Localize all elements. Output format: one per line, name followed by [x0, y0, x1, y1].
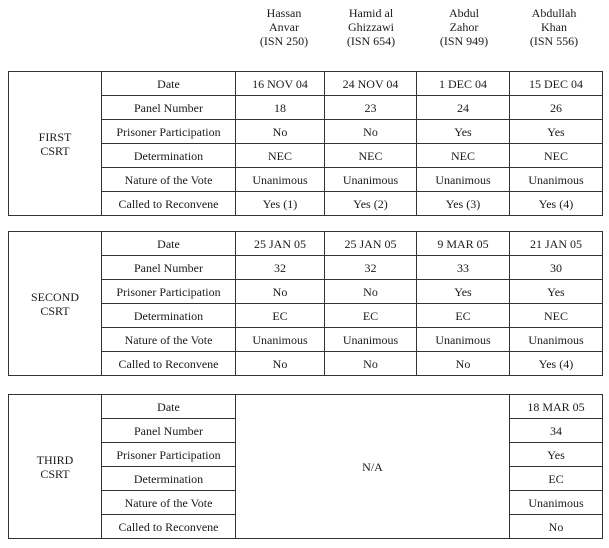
table-cell: NEC	[236, 144, 325, 168]
table-cell: 34	[510, 419, 603, 443]
detainee-isn: (ISN 949)	[439, 34, 489, 48]
table-cell: Yes	[510, 443, 603, 467]
detainee-name-line1: Abdul	[449, 6, 479, 20]
table-cell: Yes (2)	[325, 192, 417, 216]
table-cell: NEC	[417, 144, 510, 168]
table-cell: 18	[236, 96, 325, 120]
detainee-name-line2: Anvar	[269, 20, 299, 34]
table-cell: Yes (3)	[417, 192, 510, 216]
table-cell: 33	[417, 256, 510, 280]
row-label: Date	[102, 395, 236, 419]
first-csrt-table	[8, 71, 603, 216]
table-cell: NEC	[510, 144, 603, 168]
table-cell: Yes	[417, 120, 510, 144]
table-cell: No	[325, 352, 417, 376]
table-cell: 1 DEC 04	[417, 72, 510, 96]
csrt-label-line2: CSRT	[40, 303, 70, 318]
table-cell: No	[236, 120, 325, 144]
table-cell: No	[236, 352, 325, 376]
header-detainee-1	[238, 6, 330, 48]
table-cell: Unanimous	[325, 328, 417, 352]
table-cell: Unanimous	[510, 491, 603, 515]
table-cell: 24 NOV 04	[325, 72, 417, 96]
header-detainee-2	[325, 6, 417, 48]
csrt-label-line2: CSRT	[40, 466, 70, 481]
table-cell: Yes	[510, 280, 603, 304]
csrt-label	[9, 232, 102, 376]
table-cell: 21 JAN 05	[510, 232, 603, 256]
row-label: Prisoner Participation	[102, 280, 236, 304]
csrt-label	[9, 72, 102, 216]
table-cell: Yes (4)	[510, 352, 603, 376]
table-cell: Yes	[417, 280, 510, 304]
table-cell: NEC	[325, 144, 417, 168]
third-csrt-table	[8, 394, 603, 539]
row-label: Determination	[102, 144, 236, 168]
table-cell: 25 JAN 05	[325, 232, 417, 256]
table-cell: 32	[236, 256, 325, 280]
table-row	[9, 72, 603, 96]
header-detainee-4	[508, 6, 600, 48]
row-label: Nature of the Vote	[102, 328, 236, 352]
header-detainee-3	[418, 6, 510, 48]
row-label: Determination	[102, 467, 236, 491]
not-applicable-cell: N/A	[236, 395, 510, 539]
csrt-label-line1: FIRST	[38, 129, 72, 144]
csrt-label-line1: THIRD	[36, 452, 74, 467]
row-label: Called to Reconvene	[102, 192, 236, 216]
row-label: Called to Reconvene	[102, 515, 236, 539]
row-label: Called to Reconvene	[102, 352, 236, 376]
table-cell: Yes (1)	[236, 192, 325, 216]
row-label: Panel Number	[102, 419, 236, 443]
table-cell: No	[417, 352, 510, 376]
table-cell: No	[325, 280, 417, 304]
table-cell: Unanimous	[236, 168, 325, 192]
table-cell: 23	[325, 96, 417, 120]
table-row	[9, 232, 603, 256]
table-cell: Yes	[510, 120, 603, 144]
table-cell: EC	[510, 467, 603, 491]
table-cell: Unanimous	[510, 168, 603, 192]
row-label: Prisoner Participation	[102, 120, 236, 144]
table-cell: 15 DEC 04	[510, 72, 603, 96]
table-cell: EC	[236, 304, 325, 328]
detainee-name-line2: Khan	[541, 20, 567, 34]
detainee-isn: (ISN 654)	[346, 34, 396, 48]
table-cell: EC	[325, 304, 417, 328]
detainee-name-line2: Zahor	[449, 20, 479, 34]
row-label: Nature of the Vote	[102, 168, 236, 192]
row-label: Prisoner Participation	[102, 443, 236, 467]
row-label: Panel Number	[102, 256, 236, 280]
table-cell: 32	[325, 256, 417, 280]
table-cell: 9 MAR 05	[417, 232, 510, 256]
table-cell: EC	[417, 304, 510, 328]
csrt-label-line2: CSRT	[40, 143, 70, 158]
detainee-name-line2: Ghizzawi	[348, 20, 394, 34]
table-cell: Unanimous	[510, 328, 603, 352]
table-row	[9, 395, 603, 419]
row-label: Date	[102, 72, 236, 96]
csrt-label-line1: SECOND	[30, 289, 79, 304]
csrt-label	[9, 395, 102, 539]
table-cell: 16 NOV 04	[236, 72, 325, 96]
table-cell: 24	[417, 96, 510, 120]
table-cell: No	[510, 515, 603, 539]
row-label: Nature of the Vote	[102, 491, 236, 515]
detainee-name-line1: Hamid al	[348, 6, 394, 20]
detainee-name-line1: Hassan	[266, 6, 302, 20]
table-cell: No	[236, 280, 325, 304]
table-cell: Unanimous	[236, 328, 325, 352]
detainee-isn: (ISN 250)	[259, 34, 309, 48]
table-cell: Unanimous	[417, 168, 510, 192]
table-cell: 25 JAN 05	[236, 232, 325, 256]
row-label: Panel Number	[102, 96, 236, 120]
detainee-name-line1: Abdullah	[531, 6, 577, 20]
table-cell: Unanimous	[417, 328, 510, 352]
table-cell: Unanimous	[325, 168, 417, 192]
table-cell: NEC	[510, 304, 603, 328]
table-cell: Yes (4)	[510, 192, 603, 216]
row-label: Date	[102, 232, 236, 256]
table-cell: 26	[510, 96, 603, 120]
table-cell: 30	[510, 256, 603, 280]
row-label: Determination	[102, 304, 236, 328]
table-cell: 18 MAR 05	[510, 395, 603, 419]
detainee-isn: (ISN 556)	[529, 34, 579, 48]
table-cell: No	[325, 120, 417, 144]
second-csrt-table	[8, 231, 603, 376]
